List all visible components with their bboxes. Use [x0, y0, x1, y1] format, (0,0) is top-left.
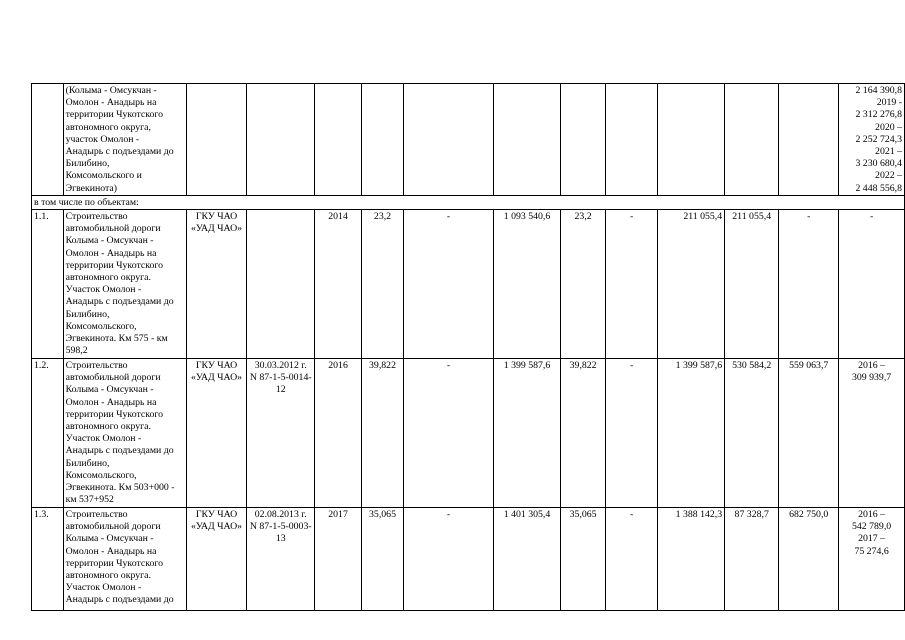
value-c11: 530 584,2 [725, 359, 779, 508]
value-c9: - [605, 359, 658, 508]
cell-cost [493, 84, 561, 196]
estimated-cost: 1 399 587,6 [493, 359, 561, 508]
value-c12: 559 063,7 [779, 359, 839, 508]
permit [247, 210, 315, 359]
cell-c11 [725, 84, 779, 196]
cost-2: 1 399 587,6 [658, 359, 725, 508]
year: 2016 [315, 359, 361, 508]
object-name: Строительство автомобильной дороги Колыма - Омсукчан - Омолон - Анадырь на территории Чукотского автономного округа. Участок Омолон - Анадырь с подъездами до [63, 508, 186, 611]
value-c12: - [779, 210, 839, 359]
cell-c12 [779, 84, 839, 196]
table-row [32, 359, 905, 508]
value-c6: - [404, 508, 493, 611]
cost-2: 1 388 142,3 [658, 508, 725, 611]
value-c11: 211 055,4 [725, 210, 779, 359]
length: 39,822 [361, 359, 404, 508]
value-c6: - [404, 359, 493, 508]
cell-object-name: (Колыма - Омсукчан - Омолон - Анадырь на территории Чукотского автономного округа, участок Омолон - Анадырь с подъездами до Билибино, Комсомольского и Эгвекинота) [63, 84, 186, 196]
row-number: 1.1. [32, 210, 64, 359]
value-c9: - [605, 210, 658, 359]
estimated-cost: 1 401 305,4 [493, 508, 561, 611]
cell-year [315, 84, 361, 196]
length-2: 23,2 [561, 210, 606, 359]
cell-c9 [605, 84, 658, 196]
subheader-including-objects: в том числе по объектам: [32, 195, 905, 209]
funding-by-year: 2016 – 542 789,0 2017 – 75 274,6 [839, 508, 905, 611]
cell-cost2 [658, 84, 725, 196]
value-c6: - [404, 210, 493, 359]
object-name: Строительство автомобильной дороги Колыма - Омсукчан - Омолон - Анадырь на территории Чукотского автономного округа. Участок Омолон - Анадырь с подъездами до Билибино, Комсомольского, Эгвекинота. Км 503+000 - км 537+952 [63, 359, 186, 508]
cost-2: 211 055,4 [658, 210, 725, 359]
year: 2017 [315, 508, 361, 611]
customer: ГКУ ЧАО «УАД ЧАО» [187, 359, 247, 508]
cell-customer [187, 84, 247, 196]
funding-by-year: - [839, 210, 905, 359]
cell-length [361, 84, 404, 196]
customer: ГКУ ЧАО «УАД ЧАО» [187, 508, 247, 611]
customer: ГКУ ЧАО «УАД ЧАО» [187, 210, 247, 359]
cell-c6 [404, 84, 493, 196]
value-c11: 87 328,7 [725, 508, 779, 611]
permit: 30.03.2012 г. N 87-1-5-0014- 12 [247, 359, 315, 508]
row-number: 1.2. [32, 359, 64, 508]
length-2: 39,822 [561, 359, 606, 508]
value-c12: 682 750,0 [779, 508, 839, 611]
row-number: 1.3. [32, 508, 64, 611]
permit: 02.08.2013 г. N 87-1-5-0003- 13 [247, 508, 315, 611]
length: 35,065 [361, 508, 404, 611]
table-row [32, 508, 905, 611]
table-row [32, 210, 905, 359]
cell-permit [247, 84, 315, 196]
table-row-continuation [32, 84, 905, 196]
cell-funding-by-year: 2 164 390,8 2019 - 2 312 276,8 2020 – 2 252 724,3 2021 – 3 230 680,4 2022 – 2 448 556,8 [839, 84, 905, 196]
estimated-cost: 1 093 540,6 [493, 210, 561, 359]
object-name: Строительство автомобильной дороги Колыма - Омсукчан - Омолон - Анадырь на территории Чукотского автономного округа. Участок Омолон - Анадырь с подъездами до Билибино, Комсомольского, Эгвекинота. Км 575 - км 598,2 [63, 210, 186, 359]
funding-by-year: 2016 – 309 939,7 [839, 359, 905, 508]
length: 23,2 [361, 210, 404, 359]
length-2: 35,065 [561, 508, 606, 611]
table-subheader-row [32, 195, 905, 209]
value-c9: - [605, 508, 658, 611]
document-table [31, 83, 905, 611]
year: 2014 [315, 210, 361, 359]
cell-length2 [561, 84, 606, 196]
cell-num [32, 84, 64, 196]
